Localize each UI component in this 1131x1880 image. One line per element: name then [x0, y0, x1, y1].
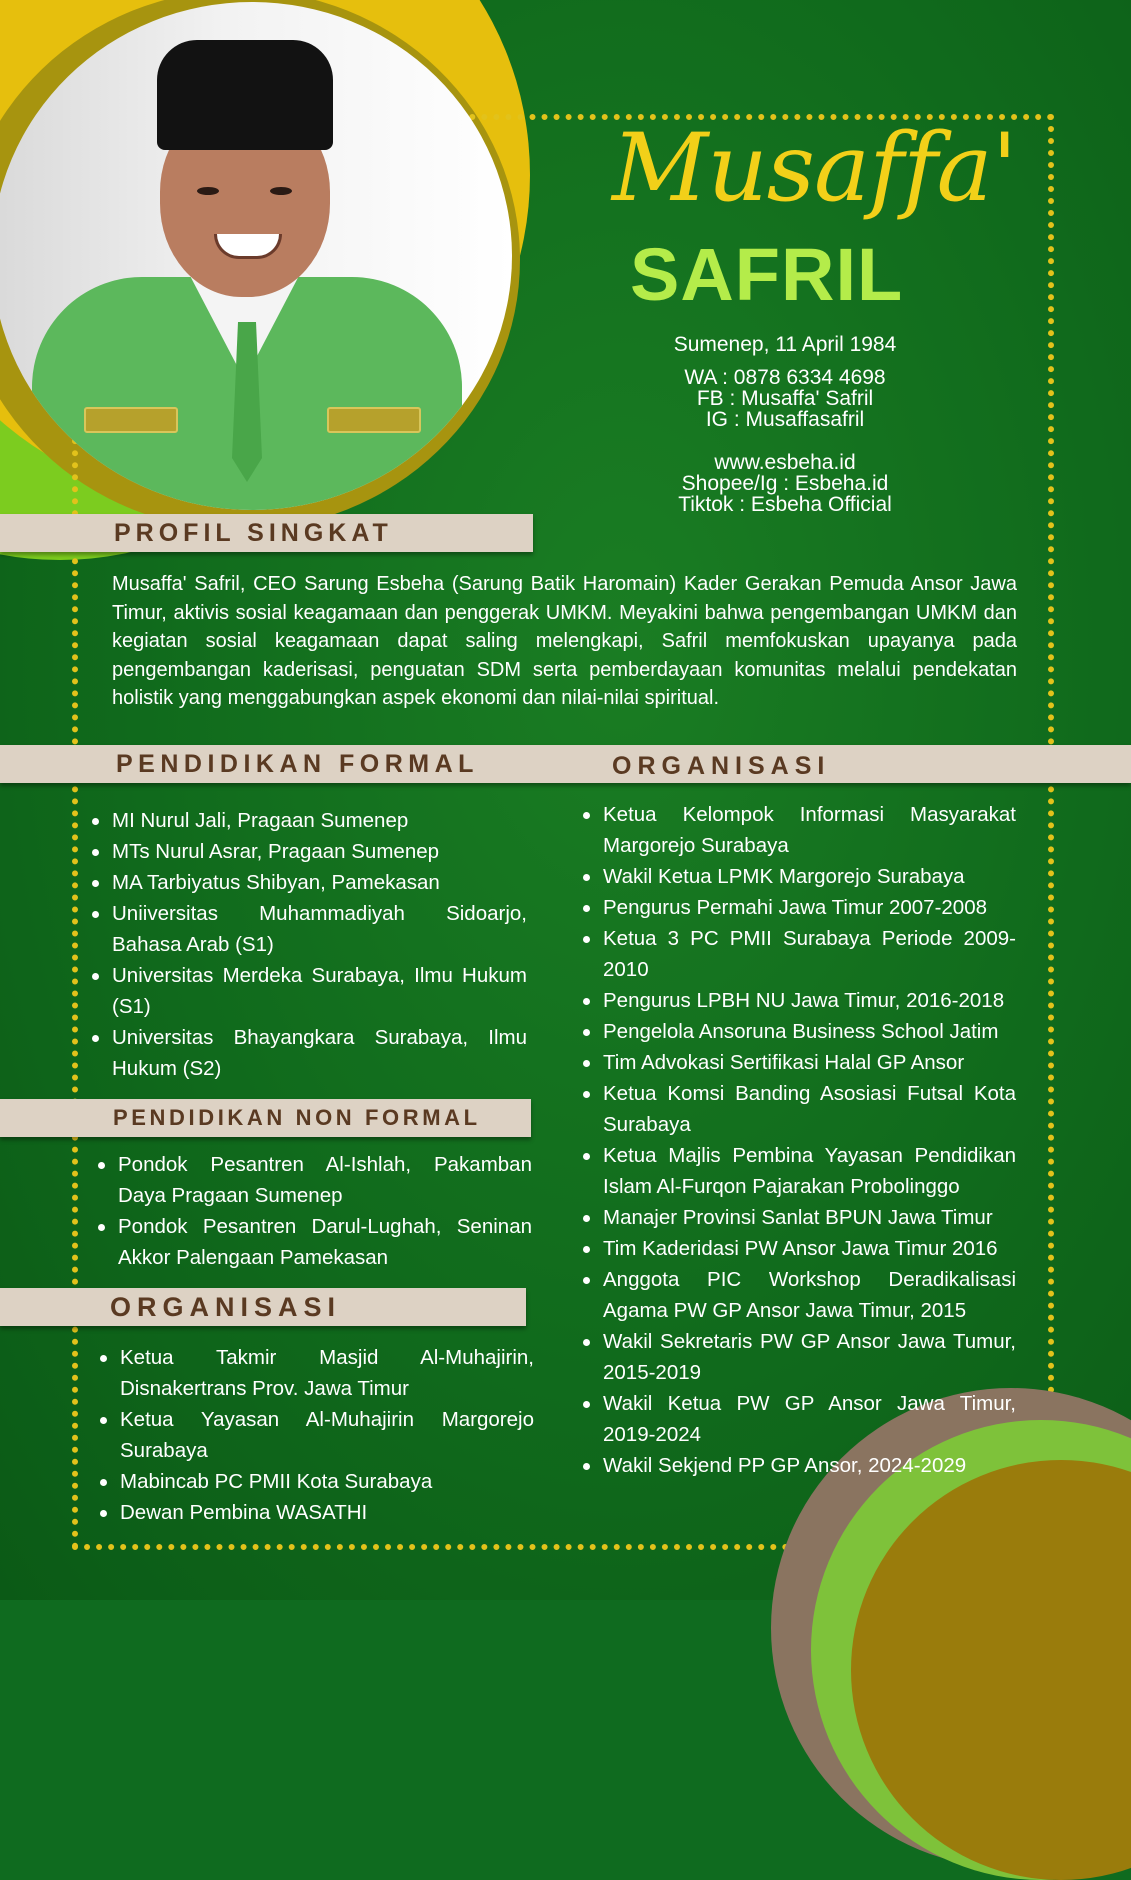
list-item: Uniiversitas Muhammadiyah Sidoarjo, Bahasa Arab (S1): [92, 898, 527, 960]
list-item: Wakil Sekretaris PW GP Ansor Jawa Tumur, 2015-2019: [583, 1326, 1016, 1388]
facebook-info: FB : Musaffa' Safril: [696, 387, 874, 410]
list-item: Ketua Takmir Masjid Al-Muhajirin, Disnakertrans Prov. Jawa Timur: [100, 1342, 534, 1404]
profile-photo: [0, 2, 512, 510]
list-item: Universitas Merdeka Surabaya, Ilmu Hukum (S1): [92, 960, 527, 1022]
list-item: Pondok Pesantren Darul-Lughah, Seninan Akkor Palengaan Pamekasan: [98, 1211, 532, 1273]
shopee-info: Shopee/Ig : Esbeha.id: [681, 472, 889, 495]
list-item: Pengurus LPBH NU Jawa Timur, 2016-2018: [583, 985, 1016, 1016]
list-item: MTs Nurul Asrar, Pragaan Sumenep: [92, 836, 527, 867]
list-item: Ketua Komsi Banding Asosiasi Futsal Kota Surabaya: [583, 1078, 1016, 1140]
list-item: Anggota PIC Workshop Deradikalisasi Agama PW GP Ansor Jawa Timur, 2015: [583, 1264, 1016, 1326]
list-item: Ketua 3 PC PMII Surabaya Periode 2009-2010: [583, 923, 1016, 985]
tiktok-info: Tiktok : Esbeha Official: [678, 493, 892, 516]
contact-block: [640, 334, 930, 515]
instagram-info: IG : Musaffasafril: [705, 408, 865, 431]
pendidikan-formal-list: [92, 805, 527, 1084]
photo-cap: [157, 40, 333, 150]
name-first: Musaffa': [612, 114, 1017, 223]
organisasi-right-list: [583, 799, 1016, 1481]
list-item: Manajer Provinsi Sanlat BPUN Jawa Timur: [583, 1202, 1016, 1233]
list-item: Wakil Ketua LPMK Margorejo Surabaya: [583, 861, 1016, 892]
list-item: Wakil Sekjend PP GP Ansor, 2024-2029: [583, 1450, 1016, 1481]
list-item: Tim Advokasi Sertifikasi Halal GP Ansor: [583, 1047, 1016, 1078]
list-item: Pengurus Permahi Jawa Timur 2007-2008: [583, 892, 1016, 923]
organisasi-left-title: ORGANISASI: [110, 1292, 342, 1322]
list-item: Ketua Yayasan Al-Muhajirin Margorejo Surabaya: [100, 1404, 534, 1466]
photo-badge-right: [327, 407, 421, 433]
profil-text: Musaffa' Safril, CEO Sarung Esbeha (Sarung Batik Haromain) Kader Gerakan Pemuda Ansor Jawa Timur, aktivis sosial keagamaan dan penggerak UMKM. Meyakini bahwa pengembangan UMKM dan kegiatan sosial keagamaan dapat saling melengkapi, Safril memfokuskan upayanya pada pengembangan kaderisasi, penguatan SDM serta pemberdayaan komunitas melalui pendekatan holistik yang menggabungkan aspek ekonomi dan nilai-nilai spiritual.: [112, 573, 1017, 709]
organisasi-left-list: [100, 1342, 534, 1528]
organisasi-right-title: ORGANISASI: [612, 752, 831, 780]
list-item: Ketua Kelompok Informasi Masyarakat Margorejo Surabaya: [583, 799, 1016, 861]
name-last: SAFRIL: [630, 233, 904, 316]
list-item: Ketua Majlis Pembina Yayasan Pendidikan Islam Al-Furqon Pajarakan Probolinggo: [583, 1140, 1016, 1202]
photo-badge-left: [84, 407, 178, 433]
photo-eye-left: [197, 187, 219, 195]
list-item: Tim Kaderidasi PW Ansor Jawa Timur 2016: [583, 1233, 1016, 1264]
website-info: www.esbeha.id: [714, 451, 856, 474]
whatsapp-info: WA : 0878 6334 4698: [684, 366, 886, 389]
pendidikan-non-formal-title: PENDIDIKAN NON FORMAL: [113, 1105, 481, 1130]
list-item: Universitas Bhayangkara Surabaya, Ilmu Hukum (S2): [92, 1022, 527, 1084]
list-item: Pondok Pesantren Al-Ishlah, Pakamban Daya Pragaan Sumenep: [98, 1149, 532, 1211]
birth-info: Sumenep, 11 April 1984: [673, 333, 897, 356]
list-item: Mabincab PC PMII Kota Surabaya: [100, 1466, 534, 1497]
list-item: Pengelola Ansoruna Business School Jatim: [583, 1016, 1016, 1047]
list-item: Wakil Ketua PW GP Ansor Jawa Timur, 2019-2024: [583, 1388, 1016, 1450]
profil-title: PROFIL SINGKAT: [114, 519, 393, 547]
list-item: Dewan Pembina WASATHI: [100, 1497, 534, 1528]
pendidikan-formal-title: PENDIDIKAN FORMAL: [116, 750, 479, 778]
pendidikan-non-formal-list: [98, 1149, 532, 1273]
list-item: MA Tarbiyatus Shibyan, Pamekasan: [92, 867, 527, 898]
list-item: MI Nurul Jali, Pragaan Sumenep: [92, 805, 527, 836]
photo-eye-right: [270, 187, 292, 195]
